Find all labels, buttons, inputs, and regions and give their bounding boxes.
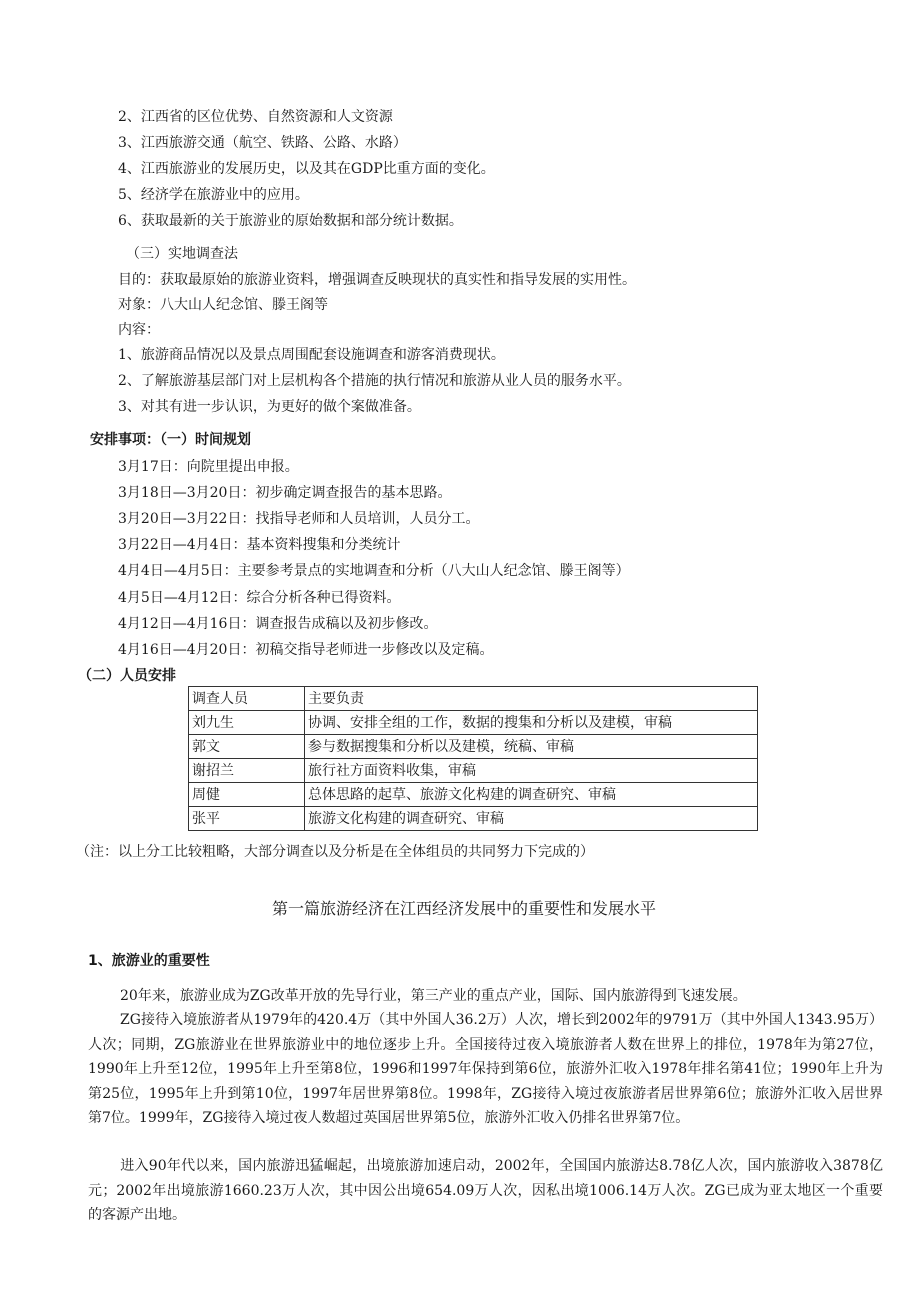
staff-name: 郭文 — [189, 735, 305, 759]
field-survey-purpose: 目的：获取最原始的旅游业资料，增强调查反映现状的真实性和指导发展的实用性。 — [118, 272, 636, 288]
table-row — [189, 807, 758, 831]
staff-name: 刘九生 — [189, 711, 305, 735]
table-row — [189, 711, 758, 735]
table-header-row — [189, 687, 758, 711]
staff-name: 谢招兰 — [189, 759, 305, 783]
staff-duty: 旅行社方面资料收集，审稿 — [305, 759, 758, 783]
arrangements-heading: 安排事项：（一）时间规划 — [90, 432, 251, 448]
staff-table — [188, 686, 758, 831]
staff-duty: 协调、安排全组的工作，数据的搜集和分析以及建模，审稿 — [305, 711, 758, 735]
list-item: 2、了解旅游基层部门对上层机构各个措施的执行情况和旅游从业人员的服务水平。 — [118, 373, 631, 389]
schedule-item: 3月18日—3月20日：初步确定调查报告的基本思路。 — [118, 485, 452, 501]
paragraph-text: ZG接待入境旅游者从1979年的420.4万（其中外国人36.2万）人次，增长到2002年的9791万（其中外国人1343.95万）人次；同期，ZG旅游业在世界旅游业中的地位逐步上升。全国接待过夜入境旅游者人数在世界上的排位，1978年为第27位，1990年上升至12位，1995年上升至第8位，1996和1997年保持到第6位，旅游外汇收入1978年排名第41位；1990年上升为第25位，1995年上升到第10位，1997年居世界第8位。1998年，ZG接待入境过夜旅游者居世界第6位；旅游外汇收入居世界第7位。1999年，ZG接待入境过夜人数超过英国居世界第5位，旅游外汇收入仍排名世界第7位。 — [88, 1012, 883, 1126]
paragraph — [88, 984, 883, 1009]
schedule-item: 3月20日—3月22日：找指导老师和人员培训，人员分工。 — [118, 511, 480, 527]
schedule-item: 4月16日—4月20日：初稿交指导老师进一步修改以及定稿。 — [118, 642, 494, 658]
list-item: 6、获取最新的关于旅游业的原始数据和部分统计数据。 — [118, 213, 463, 229]
field-survey-objects: 对象：八大山人纪念馆、滕王阁等 — [118, 297, 328, 313]
staff-duty: 参与数据搜集和分析以及建模，统稿、审稿 — [305, 735, 758, 759]
list-item: 2、江西省的区位优势、自然资源和人文资源 — [118, 109, 393, 125]
staff-note: （注：以上分工比较粗略，大部分调查以及分析是在全体组员的共同努力下完成的） — [76, 844, 594, 860]
staff-name: 张平 — [189, 807, 305, 831]
chapter-title: 第一篇旅游经济在江西经济发展中的重要性和发展水平 — [272, 899, 657, 918]
schedule-item: 4月12日—4月16日：调查报告成稿以及初步修改。 — [118, 616, 438, 632]
field-survey-content-label: 内容： — [118, 322, 160, 338]
paragraph — [88, 1008, 883, 1131]
table-row — [189, 735, 758, 759]
table-header-cell: 主要负责 — [305, 687, 758, 711]
list-item: 1、旅游商品情况以及景点周围配套设施调查和游客消费现状。 — [118, 347, 505, 363]
list-item: 5、经济学在旅游业中的应用。 — [118, 187, 309, 203]
paragraph — [88, 1154, 883, 1228]
staff-duty: 总体思路的起草、旅游文化构建的调查研究、审稿 — [305, 783, 758, 807]
list-item: 3、对其有进一步认识，为更好的做个案做准备。 — [118, 399, 421, 415]
list-item: 4、江西旅游业的发展历史，以及其在GDP比重方面的变化。 — [118, 161, 495, 177]
field-survey-heading: （三）实地调查法 — [126, 246, 238, 262]
table-row — [189, 759, 758, 783]
table-row — [189, 783, 758, 807]
schedule-item: 4月5日—4月12日：综合分析各种已得资料。 — [118, 590, 401, 606]
paragraph-text: 20年来，旅游业成为ZG改革开放的先导行业，第三产业的重点产业，国际、国内旅游得到飞速发展。 — [120, 988, 747, 1004]
list-item: 3、江西旅游交通（航空、铁路、公路、水路） — [118, 135, 407, 151]
schedule-item: 4月4日—4月5日：主要参考景点的实地调查和分析（八大山人纪念馆、滕王阁等） — [118, 563, 630, 579]
section-heading: 1、旅游业的重要性 — [88, 953, 210, 969]
table-header-cell: 调查人员 — [189, 687, 305, 711]
staff-heading: （二）人员安排 — [78, 668, 176, 684]
schedule-item: 3月22日—4月4日：基本资料搜集和分类统计 — [118, 537, 401, 553]
schedule-item: 3月17日：向院里提出申报。 — [118, 459, 299, 475]
staff-duty: 旅游文化构建的调查研究、审稿 — [305, 807, 758, 831]
paragraph-text: 进入90年代以来，国内旅游迅猛崛起，出境旅游加速启动，2002年，全国国内旅游达8.78亿人次，国内旅游收入3878亿元；2002年出境旅游1660.23万人次，其中因公出境654.09万人次，因私出境1006.14万人次。ZG已成为亚太地区一个重要的客源产出地。 — [88, 1158, 883, 1223]
staff-name: 周健 — [189, 783, 305, 807]
